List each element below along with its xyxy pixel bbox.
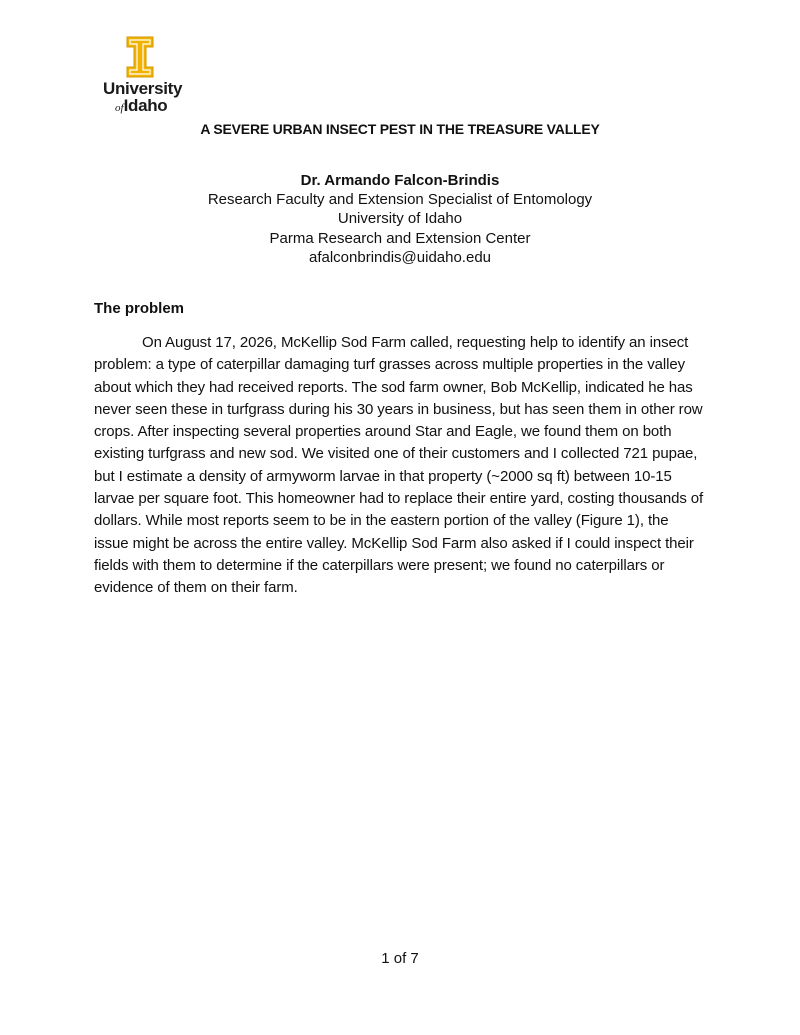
section-heading: The problem (94, 300, 185, 317)
idaho-i-logo-icon (126, 36, 154, 78)
author-position: Research Faculty and Extension Specialist of Entomology (207, 191, 593, 209)
logo-university-text: University (103, 79, 183, 98)
document-title: A SEVERE URBAN INSECT PEST IN THE TREASURE VALLEY (200, 121, 600, 137)
page-number: 1 of 7 (381, 950, 419, 967)
logo-idaho-text: Idaho (123, 96, 168, 115)
university-of-idaho-logo (103, 36, 183, 116)
body-paragraph: On August 17, 2026, McKellip Sod Farm called, requesting help to identify an insect problem: a type of caterpillar damaging turf grasses across multiple properties in the valley about which they had received reports. The sod farm owner, Bob McKellip, indicated he has never seen these in turfgrass during his 30 years in business, but has seen them in other row crops. After inspecting several properties around Star and Eagle, we found them on both existing turfgrass and new sod. We visited one of their customers and I collected 721 pupae, but I estimate a density of armyworm larvae in that property (~2000 sq ft) between 10-15 larvae per square foot. This homeowner had to replace their entire yard, costing thousands of dollars. While most reports seem to be in the eastern portion of the valley (Figure 1), the issue might be across the entire valley. McKellip Sod Farm also asked if I could inspect their fields with them to determine if the caterpillars were present; we found no caterpillars or evidence of them on their farm. (94, 334, 704, 597)
author-block (0, 171, 800, 267)
author-center: Parma Research and Extension Center (269, 229, 531, 247)
logo-of-idaho-line (115, 96, 167, 116)
author-institution: University of Idaho (337, 210, 463, 228)
author-email: afalconbrindis@uidaho.edu (308, 248, 492, 266)
author-name: Dr. Armando Falcon-Brindis (300, 172, 500, 189)
logo-of-text: of (115, 102, 124, 114)
